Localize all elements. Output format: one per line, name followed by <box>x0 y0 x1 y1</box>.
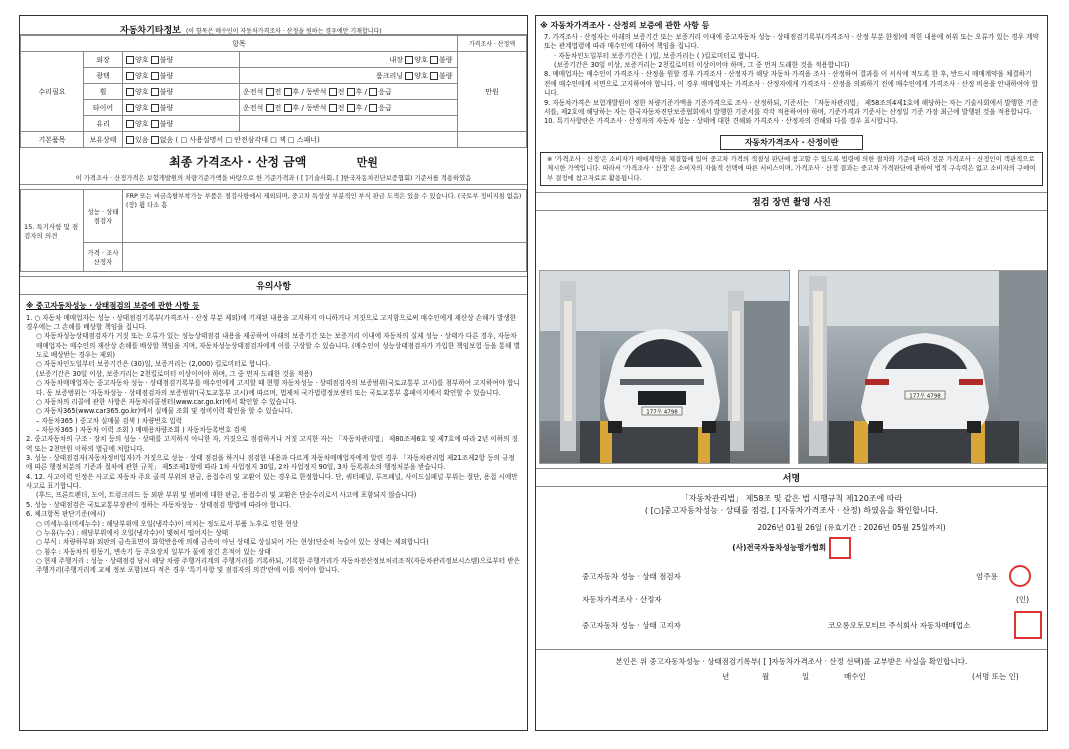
notice-title: 유의사항 <box>20 276 527 295</box>
notice-item: 8. 매매업자는 매수인이 가격조사 · 산정을 원할 경우 가격조사 · 산정자가 해당 자동차 가격을 조사 · 산정하여 결과를 이 서식에 적도록 한 후, 반드시 매매계약을 체결하기 전에 매수인에게 서면으로 고지하여야 합니다. 이 경우 매매업자는 가격조사 · 산정자에게 가격조사 · 산정을 의뢰하기 전에 매수인에게 가격조사 · 산정 비용을 안내하여야 합니다. <box>544 70 1038 98</box>
inspector-name: 엄주용 <box>976 572 998 582</box>
other-info-header <box>20 16 527 35</box>
notice-item: (후드, 프론트펜더, 도어, 트렁크리드 등 외판 부위 및 범퍼에 대한 판금, 용접수리 및 교환은 단순수리로서 사고에 포함되지 않습니다) <box>36 491 417 500</box>
notice-item: ○ 침수 : 자동차의 원동기, 변속기 등 주요장치 일부가 물에 잠긴 흔적이 있는 상태 <box>36 547 271 556</box>
gloss-label: 광택 <box>84 68 123 84</box>
price-definition-text: ※ '가격조사 · 산정'은 소비자가 매매계약을 체결함에 있어 중고차 가격의 적절성 판단에 참고할 수 있도록 법령에 의한 절차와 기준에 따라 전문 가격조사 · 산정인이 객관적으로 제시한 가액입니다. 따라서 '가격조사 · 산정'은 소비자의 자율적 선택에 따른 서비스이며, 가격조사 · 산정 결과는 중고차 가격판단에 관하여 법적 구속력은 없고 소비자의 구매여부 결정에 참고자료로 활용됩니다. <box>540 152 1043 187</box>
wheel-position-row[interactable]: 운전석 전 후 / 동반석 전 후 / 응급 <box>240 84 458 100</box>
final-price-unit: 만원 <box>356 156 378 169</box>
notice-item: ○ 부식 : 차량하부와 외판의 금속표면이 화학반응에 의해 금속이 아닌 상태로 상실되어 가는 현상(단순히 녹슬어 있는 상태는 제외합니다) <box>36 538 429 547</box>
notice-item: ○ 현재 주행거리 : 성능 · 상태점검 당시 해당 차량 주행거리계의 주행거리를 기록하되, 기록한 주행거리가 자동차전산정보처리조직(자동차관리정보시스템)으로부터 받은 주행거리(주행거리계 교체 정보 포함)보다 적은 경우 '특기사항 및 점검자의 의견'란에 이를 적어야 합니다. <box>36 556 520 575</box>
notice-item: 10. 특기사항란은 가격조사 · 산정자의 자동차 성능 · 상태에 대한 견해와 가격조사 · 산정자의 견해와 다를 경우 표시합니다. <box>544 117 898 126</box>
notice-item: ○ 자동차365(www.car365.go.kr)에서 실매물 조회 및 정비이력 확인을 할 수 있습니다. <box>36 407 293 416</box>
inspector-label: 중고자동차 성능 · 상태 점검자 <box>582 572 681 582</box>
notice-body <box>20 295 527 576</box>
final-price-label: 최종 가격조사 · 산정 금액 <box>169 155 307 169</box>
receipt-block <box>536 649 1047 685</box>
notice-item: (보증기간은 30일 이상, 보증거리는 2천킬로미터 이상이어야 하며, 그 중 먼저 도래한 것을 적용합니다) <box>554 61 850 70</box>
glass-options[interactable]: 양호 불량 <box>123 116 240 132</box>
receipt-year: 년 <box>722 672 730 682</box>
receipt-day: 일 <box>802 672 810 682</box>
wheel-options[interactable]: 양호 불량 <box>123 84 240 100</box>
notice-item: 2. 중고자동차의 구조 · 장치 등의 성능 · 상태를 고지하지 아니한 자, 거짓으로 점검하거나 거짓 고지한 자는 「자동차관리법」 제80조제6호 및 제7호에 따라 2년 이하의 징역 또는 2천만원 이하의 벌금에 처합니다. <box>26 435 518 453</box>
notifier-label: 중고자동차 성능 · 상태 고지자 <box>582 621 681 631</box>
notice-item: 5. 성능 · 상태점검은 국토교통부장관이 정하는 자동차성능 · 상태점검 방법에 따라야 합니다. <box>26 500 291 509</box>
notice-item: 3. 성능 · 상태점검자(자동차정비업자)가 거짓으로 성능 · 상태 점검을 하거나 점검한 내용과 다르게 자동차매매업자에게 알린 경우 「자동차관리법 제21조제2항 등의 규정에 따른 행정처분의 기준과 절차에 관한 규칙」 제5조제1항에 따라 1차 사업정지 30일, 2차 사업정지 90일, 3차 등록취소의 행정처분을 받습니다. <box>26 454 515 472</box>
notifier-name: 코오롱오토모티브 주식회사 자동차매매업소 <box>828 621 971 631</box>
notice-item: ○ 자동차인도일부터 보증기간은 (30)일, 보증거리는 (2,000) 킬로미터로 합니다. <box>36 360 271 369</box>
wheel-label: 휠 <box>84 84 123 100</box>
notice-item: 6. 체크항목 판단기준(예시) <box>26 510 106 519</box>
inspector-seal-stamp <box>1009 565 1031 587</box>
pricer-label: 자동차가격조사 · 산정자 <box>582 595 662 605</box>
price-unit: 만원 <box>458 52 527 132</box>
notice-item: ○ 자동차의 리콜에 관한 사항은 자동차리콜센터(www.car.go.kr)에서 확인할 수 있습니다. <box>36 397 297 406</box>
rear-plate-text: 177우 4798 <box>909 393 941 400</box>
other-info-title: 자동차기타정보 <box>120 26 181 36</box>
basic-status: 보유상태 <box>84 132 123 148</box>
notice-item: (보증기간은 30일 이상, 보증거리는 2천킬로미터 이상이어야 하며, 그 중 먼저 도래한 것을 적용) <box>36 369 313 378</box>
pricer-seal: (인) <box>1016 595 1030 605</box>
guarantee-heading: ※ 자동차가격조사 · 산정의 보증에 관한 사항 등 <box>540 21 710 30</box>
exterior-options[interactable]: 양호 불량 <box>123 52 240 68</box>
notice-item: – 자동차365 ) 자동차 이력 조회 ) 매매용차량조회 ) 자동차등록번호 검색 <box>36 425 247 434</box>
perf-inspector-label: 성능 · 상태 점검자 <box>84 190 123 243</box>
glass-label: 유리 <box>84 116 123 132</box>
col-price: 가격조사 · 산정액 <box>458 36 527 52</box>
special-notes-table <box>20 189 527 272</box>
basic-items-row[interactable]: 있음 없음 ( □ 사용설명서 □ 안전삼각대 □ 잭 □ 스패너) <box>123 132 458 148</box>
right-panel <box>535 15 1048 731</box>
notifier-seal-stamp <box>1014 611 1042 639</box>
notice-item: ○ 자동차성능상태점검자가 거짓 또는 오류가 있는 성능상태점검 내용을 제공하여 아래의 보증기간 또는 보증거리 이내에 자동차의 실제 성능 · 상태가 다른 경우, 자동차매매업자는 매수인의 재산상 손해를 배상할 책임을 지며, 자동차성능상태점검자에게 이를 구상할 수 있습니다. (매수인이 성능상태점검자가 가입한 책임보험 등을 통해 별도로 배상받는 경우는 제외) <box>36 332 520 360</box>
sign-org: (사)전국자동차성능평가협회 <box>732 543 827 553</box>
sign-line-1: 「자동차관리법」 제58조 및 같은 법 시행규칙 제120조에 따라 <box>680 494 903 503</box>
interior-row[interactable]: 내장 양호 불량 <box>240 52 458 68</box>
other-info-table <box>20 35 527 148</box>
org-seal-stamp <box>829 537 851 559</box>
price-definition-title: 자동차가격조사 · 산정이란 <box>720 135 864 150</box>
receipt-text: 본인은 위 중고자동차성능 · 상태점검기록부( [ ]자동차가격조사 · 산정 선택)를 교부받은 사실을 확인합니다. <box>615 657 968 667</box>
signatories <box>536 563 1047 641</box>
notice-item: 9. 자동차가격은 보험개발원이 정한 차량기준가액을 기준가격으로 조사 · 산정하되, 기준서는 「자동차관리법」 제58조의4제1호에 해당하는 자는 기술사회에서 발행한 기준서를, 제2호에 해당하는 자는 한국자동차진단보증협회에서 발행한 기준서를 각각 적용하여야 하며, 기준가격과 기준서는 산정일 기준 가장 최근에 발행된 것을 적용합니다. <box>544 98 1039 116</box>
left-panel <box>19 15 528 731</box>
notice-list <box>20 314 527 576</box>
front-plate-text: 177우 4798 <box>646 409 678 416</box>
basic-label: 기본품목 <box>21 132 84 148</box>
guarantee-section <box>536 16 1047 186</box>
tire-position-row[interactable]: 운전석 전 후 / 동반석 전 후 / 응급 <box>240 100 458 116</box>
buyer-sign: (서명 또는 인) <box>972 672 1019 682</box>
car-front-photo-svg <box>540 271 789 463</box>
notice-item: 1. ○ 자동차 매매업자는 성능 · 상태점검기록부(가격조사 · 산정 부분 제외)에 기재된 내용을 고지하지 아니하거나 거짓으로 고지함으로써 매수인에게 재산상 손해가 발생한 경우에는 그 손해를 배상할 책임을 집니다. <box>26 313 517 331</box>
guarantee-list <box>540 33 1043 127</box>
notice-item: ○ 미세누유(미세누수) : 해당부위에 오일(냉각수)이 비치는 정도로서 부품 노후로 인한 현상 <box>36 519 299 528</box>
gloss-options[interactable]: 양호 불량 <box>123 68 240 84</box>
notice-item: ○ 누유(누수) : 해당부위에서 오일(냉각수)이 맺혀서 떨어지는 상태 <box>36 528 229 537</box>
sign-date: 2026년 01월 26일 (유효기간 : 2026년 05월 25일까지) <box>757 522 946 532</box>
col-item: 항목 <box>21 36 458 52</box>
notice-heading: ※ 중고자동차성능 · 상태점검의 보증에 관한 사항 등 <box>26 301 200 310</box>
sign-title: 서명 <box>536 468 1047 487</box>
tire-label: 타이어 <box>84 100 123 116</box>
room-cleaning-row[interactable]: 룸크리닝 양호 불량 <box>240 68 458 84</box>
final-price-note: 이 가격조사 · 산정가격은 보험개발원의 차량기준가액을 바탕으로 한 기준가격과 ( [ ]기술사회, [ ]한국자동차진단보증협회) 기준서를 적용하였음 <box>75 175 472 182</box>
inspection-photo-rear <box>798 270 1047 464</box>
notice-item: 7. 가격조사 · 산정자는 아래의 보증기간 또는 보증거리 이내에 중고자동차 성능 · 상태점검기록부(가격조사 · 산정 부분 한정)에 적힌 내용에 허위 또는 오류가 있는 경우 계약 또는 관계법령에 따라 매수인에 대하여 책임을 집니다. <box>544 33 1039 51</box>
car-rear-photo-svg <box>799 271 1046 463</box>
buyer-label: 매수인 <box>844 672 866 682</box>
inspection-photo-front <box>539 270 790 464</box>
notice-item: · 자동차인도일부터 보증기간은 ( )일, 보증거리는 ( )킬로미터로 합니다. <box>554 51 760 60</box>
tire-options[interactable]: 양호 불량 <box>123 100 240 116</box>
sign-line-2: ( [○]중고자동차성능 · 상태를 점검, [ ]자동차가격조사 · 산정) 하였음을 확인합니다. <box>644 506 939 516</box>
notice-item: – 자동차365 ) 중고차 실매물 검색 ) 차량번호 입력 <box>36 416 183 425</box>
notice-item: 4. 12. 사고이력 인정은 사고로 자동차 주요 골격 부위의 판금, 용접수리 및 교환이 있는 경우로 한정합니다. 단, 쿼터패널, 루프패널, 사이드실패널 부위는 절단, 용접 시에만 사고로 표기합니다. <box>26 472 518 491</box>
special-label: 15. 특기사항 및 점검자의 의견 <box>21 190 84 272</box>
receipt-month: 월 <box>762 672 770 682</box>
price-inspector-label: 가격 · 조사 산정자 <box>84 243 123 272</box>
perf-inspector-text: FRP 또는 비금속탈부착가능 부품은 점검사항에서 제외되며, 중고차 특성상 부분적인 부식 판금 도색은 있을 수 있습니다. (국토부 정비지침 없음) (장) 휠 다소 흠 <box>123 190 527 243</box>
exterior-label: 외장 <box>84 52 123 68</box>
notice-item: ○ 자동차매매업자는 중고자동차 성능 · 상태점검기록부를 매수인에게 고지할 때 현행 자동차성능 · 상태점검자의 보증범위(국토교통부 고시)를 첨부하여 고지하여야 합니다. 동 보증범위는 '자동차성능 · 상태점검자의 보증범위'(국토교통부 고시)에 따르며, 법제처 국가법령정보센터 또는 국토교통부 홈페이지에서 확인할 수 있습니다. <box>36 379 520 397</box>
other-info-subtitle: (이 항목은 매수인이 자동차가격조사 · 산정을 원하는 경우에만 기재합니다) <box>185 28 382 35</box>
final-price-block <box>20 148 527 185</box>
photos-title: 점검 장면 촬영 사진 <box>536 192 1047 211</box>
sign-section <box>536 468 1047 685</box>
repair-label: 수리필요 <box>21 52 84 132</box>
